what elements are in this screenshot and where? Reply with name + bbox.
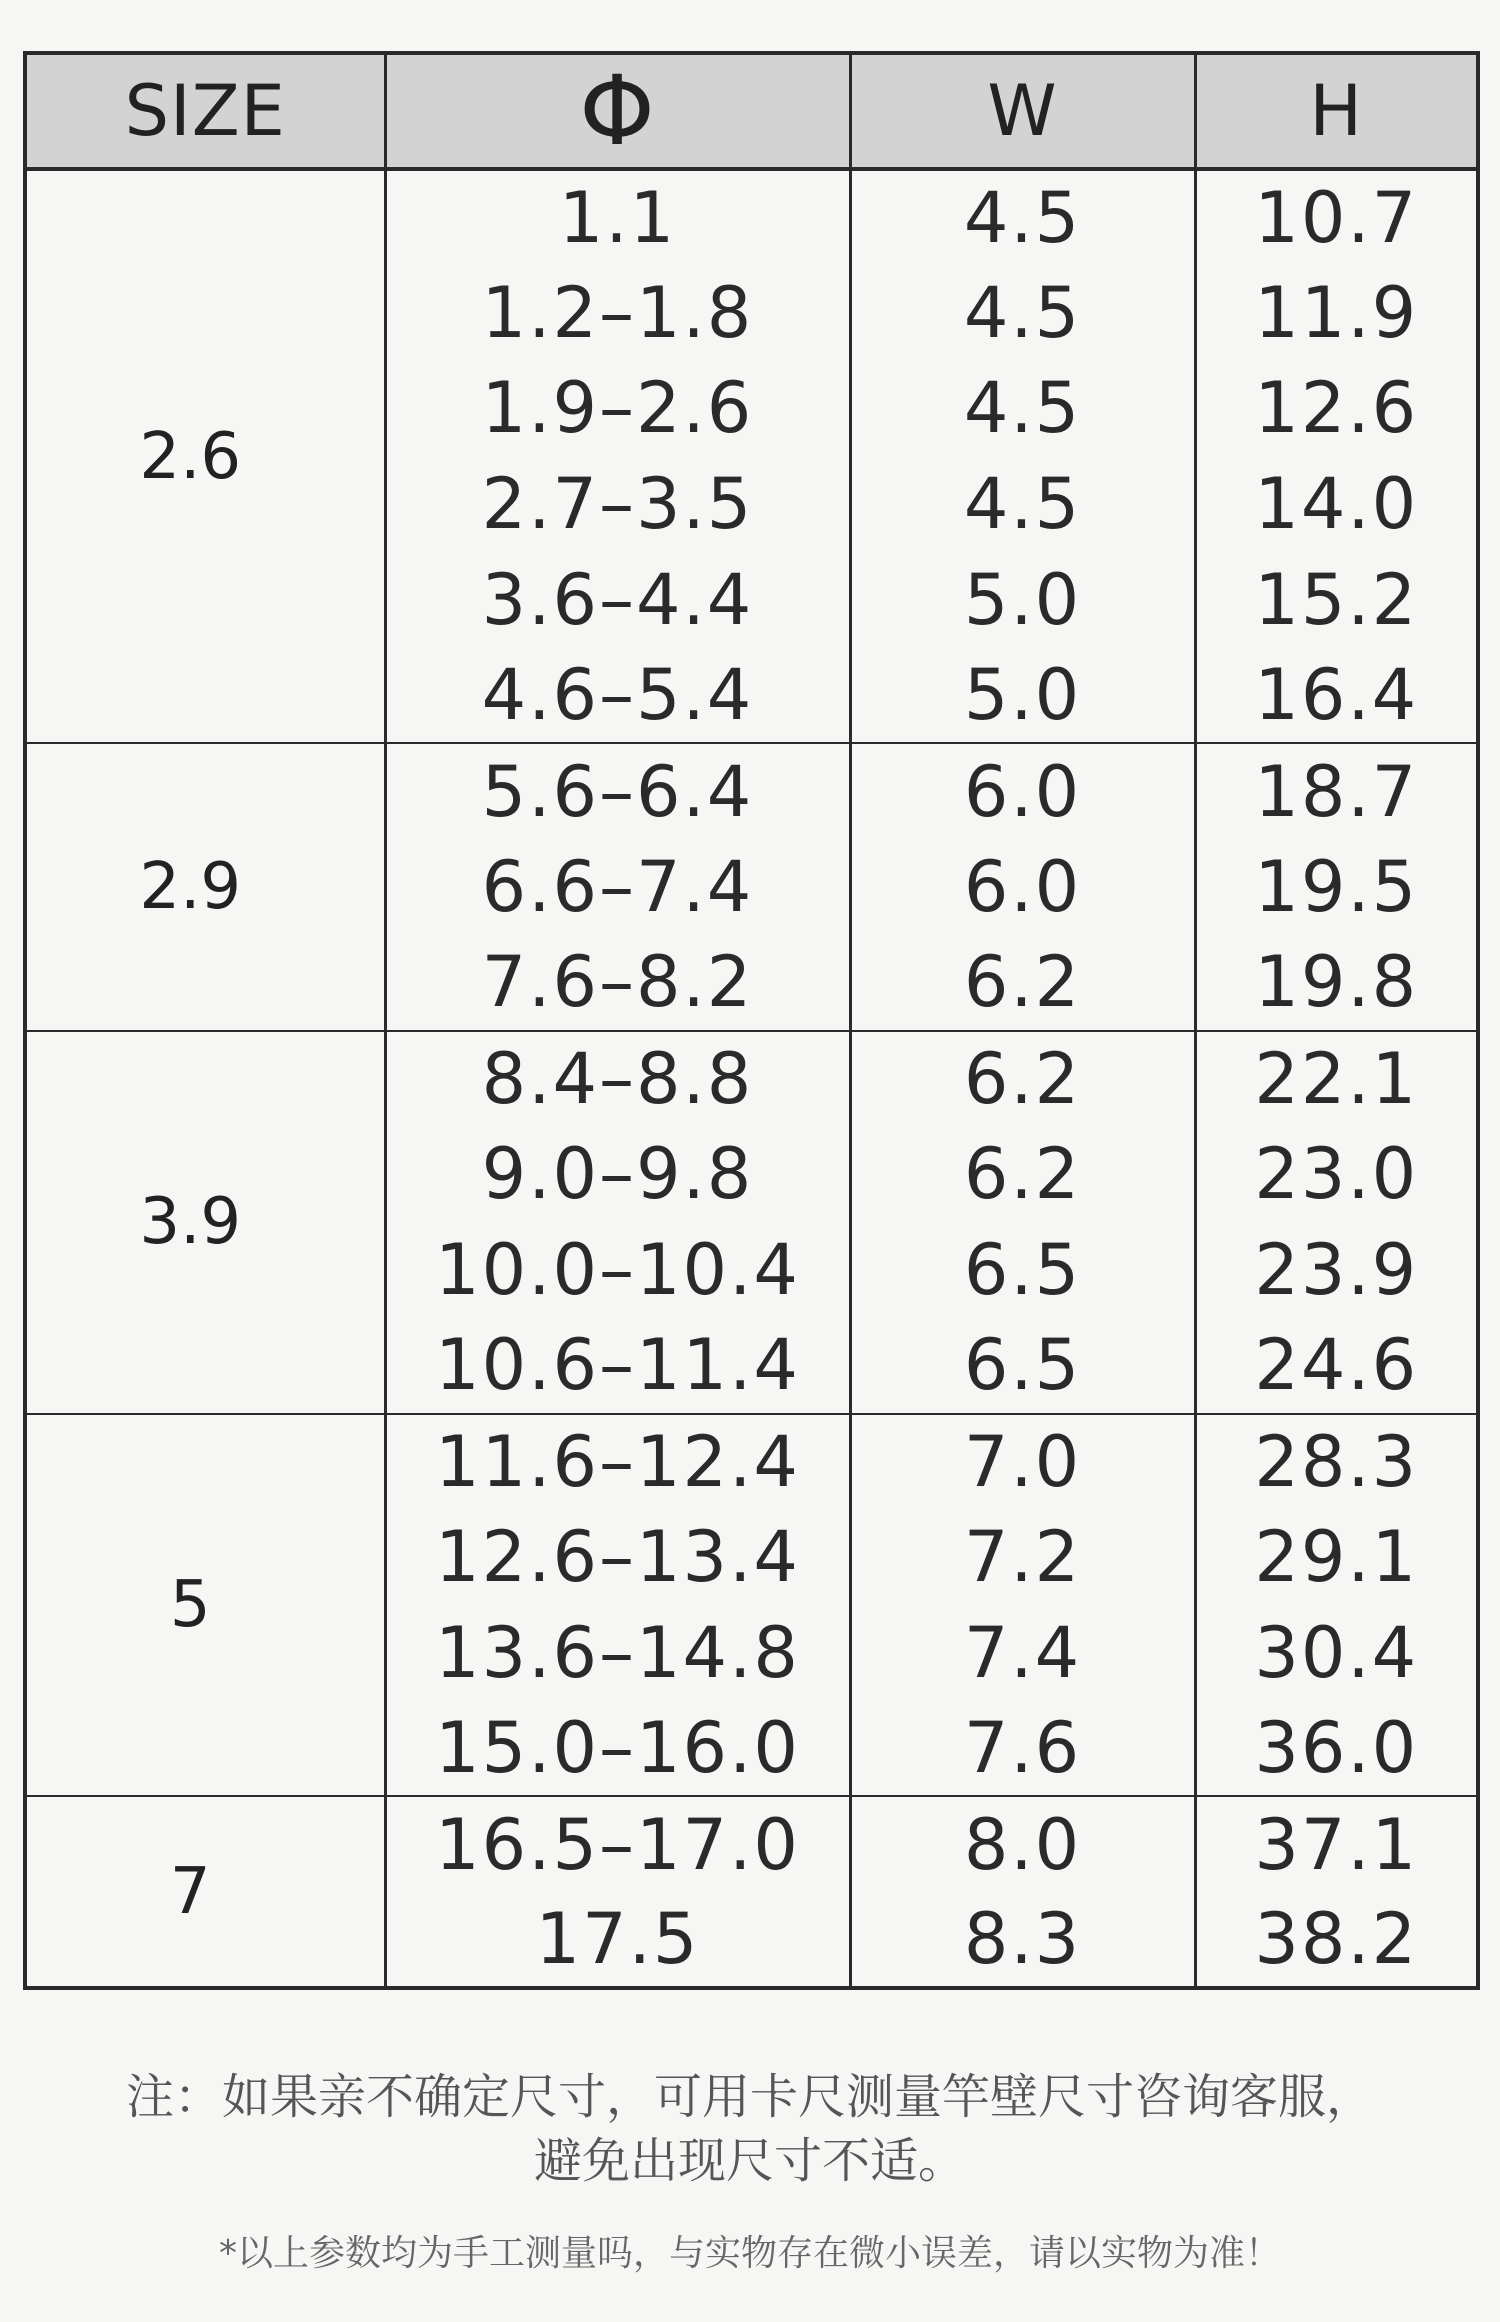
width-cell: 7.0 xyxy=(850,1414,1195,1510)
height-cell: 23.0 xyxy=(1254,1133,1419,1216)
diameter-cell: 6.6–7.4 xyxy=(385,839,850,935)
size-group xyxy=(25,1414,1478,1797)
header-size: SIZE xyxy=(25,53,385,169)
header-height: H xyxy=(1195,53,1478,169)
size-cell: 2.6 xyxy=(25,169,385,743)
width-cell: 4.5 xyxy=(850,456,1195,552)
diameter-cell: 13.6–14.8 xyxy=(385,1605,850,1701)
height-cell: 37.1 xyxy=(1254,1803,1419,1886)
width-cell: 6.5 xyxy=(850,1222,1195,1318)
diameter-cell: 10.6–11.4 xyxy=(385,1318,850,1414)
header-diameter: Φ xyxy=(385,53,850,169)
width-cell: 8.3 xyxy=(850,1892,1195,1988)
size-group xyxy=(25,169,1478,743)
width-cell: 7.4 xyxy=(850,1605,1195,1701)
height-cell: 10.7 xyxy=(1254,176,1419,259)
diameter-cell: 1.2–1.8 xyxy=(385,265,850,361)
diameter-cell: 11.6–12.4 xyxy=(385,1414,850,1510)
size-cell: 7 xyxy=(25,1796,385,1988)
width-cell: 4.5 xyxy=(850,265,1195,361)
width-cell: 6.5 xyxy=(850,1318,1195,1414)
width-cell: 5.0 xyxy=(850,552,1195,648)
table-header xyxy=(25,53,1478,169)
diameter-cell: 3.6–4.4 xyxy=(385,552,850,648)
height-cell: 23.9 xyxy=(1254,1228,1419,1311)
height-cell: 18.7 xyxy=(1254,750,1419,833)
size-table xyxy=(23,51,1480,1990)
width-cell: 8.0 xyxy=(850,1796,1195,1892)
size-cell: 3.9 xyxy=(25,1031,385,1414)
width-cell: 6.2 xyxy=(850,1031,1195,1127)
diameter-cell: 16.5–17.0 xyxy=(385,1796,850,1892)
diameter-cell: 7.6–8.2 xyxy=(385,935,850,1031)
diameter-cell: 8.4–8.8 xyxy=(385,1031,850,1127)
measurement-disclaimer: *以上参数均为手工测量吗，与实物存在微小误差，请以实物为准！ xyxy=(218,2233,1281,2274)
table-row xyxy=(25,1796,1478,1892)
height-cell: 11.9 xyxy=(1254,271,1419,354)
width-cell: 6.2 xyxy=(850,935,1195,1031)
width-cell: 4.5 xyxy=(850,169,1195,265)
header-row xyxy=(25,53,1478,169)
size-note-line-2: 避免出现尺寸不适。 xyxy=(533,2133,966,2189)
diameter-cell: 15.0–16.0 xyxy=(385,1701,850,1797)
height-cell: 24.6 xyxy=(1254,1324,1419,1407)
table-row xyxy=(25,1031,1478,1127)
diameter-cell: 1.9–2.6 xyxy=(385,360,850,456)
height-cell: 28.3 xyxy=(1254,1420,1419,1503)
height-cell: 22.1 xyxy=(1254,1037,1419,1120)
diameter-cell: 12.6–13.4 xyxy=(385,1509,850,1605)
width-cell: 7.2 xyxy=(850,1509,1195,1605)
width-cell: 4.5 xyxy=(850,360,1195,456)
height-cell: 38.2 xyxy=(1254,1898,1419,1981)
diameter-cell: 10.0–10.4 xyxy=(385,1222,850,1318)
diameter-cell: 2.7–3.5 xyxy=(385,456,850,552)
height-cell: 14.0 xyxy=(1254,463,1419,546)
height-cell: 19.8 xyxy=(1254,941,1419,1024)
width-cell: 5.0 xyxy=(850,648,1195,744)
size-group xyxy=(25,743,1478,1030)
diameter-cell: 5.6–6.4 xyxy=(385,743,850,839)
width-cell: 6.2 xyxy=(850,1126,1195,1222)
height-cell: 12.6 xyxy=(1254,367,1419,450)
diameter-cell: 9.0–9.8 xyxy=(385,1126,850,1222)
width-cell: 6.0 xyxy=(850,839,1195,935)
size-note-line-1: 注：如果亲不确定尺寸，可用卡尺测量竿壁尺寸咨询客服， xyxy=(125,2069,1374,2125)
size-group xyxy=(25,1031,1478,1414)
size-cell: 2.9 xyxy=(25,743,385,1030)
size-note xyxy=(0,2065,1500,2193)
diameter-cell: 1.1 xyxy=(385,169,850,265)
table-row xyxy=(25,169,1478,265)
table-row xyxy=(25,1414,1478,1510)
header-width: W xyxy=(850,53,1195,169)
height-cell: 19.5 xyxy=(1254,846,1419,928)
size-group xyxy=(25,1796,1478,1988)
size-cell: 5 xyxy=(25,1414,385,1797)
height-cell: 29.1 xyxy=(1254,1516,1419,1599)
diameter-cell: 4.6–5.4 xyxy=(385,648,850,744)
table-row xyxy=(25,743,1478,839)
width-cell: 6.0 xyxy=(850,743,1195,839)
height-cell: 15.2 xyxy=(1254,558,1419,641)
width-cell: 7.6 xyxy=(850,1701,1195,1797)
height-cell: 16.4 xyxy=(1254,654,1419,737)
height-cell: 30.4 xyxy=(1254,1611,1419,1694)
height-cell: 36.0 xyxy=(1254,1707,1419,1790)
diameter-cell: 17.5 xyxy=(385,1892,850,1988)
